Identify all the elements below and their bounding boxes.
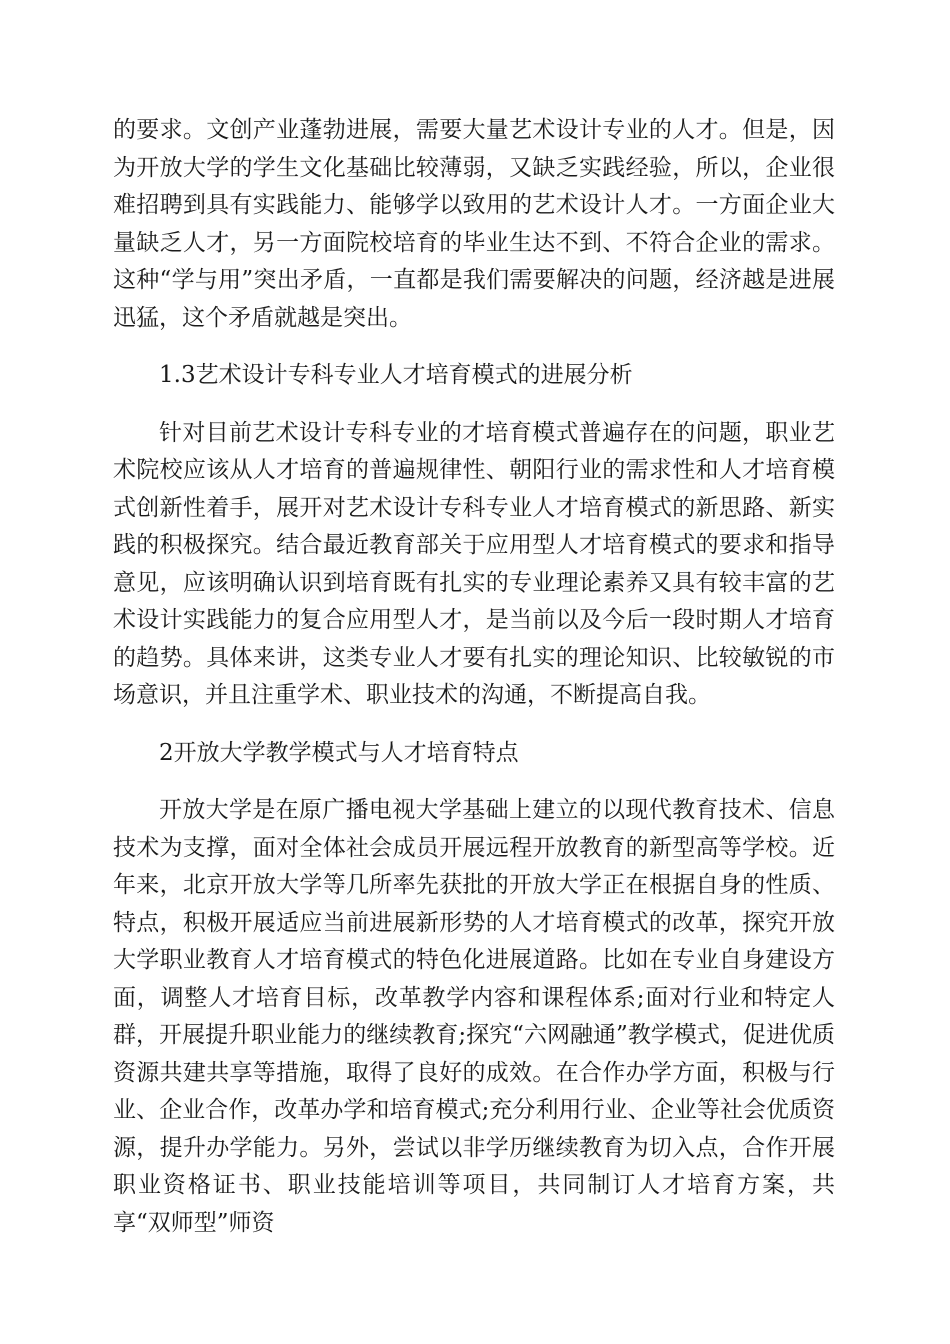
paragraph-section-1-3: 针对目前艺术设计专科专业的才培育模式普遍存在的问题，职业艺术院校应该从人才培育的普遍规律性、朝阳行业的需求性和人才培育模式创新性着手，展开对艺术设计专科专业人才培育模式的新思路、新实践的积极探究。结合最近教育部关于应用型人才培育模式的要求和指导意见，应该明确认识到培育既有扎实的专业理论素养又具有较丰富的艺术设计实践能力的复合应用型人才，是当前以及今后一段时期人才培育的趋势。具体来讲，这类专业人才要有扎实的理论知识、比较敏锐的市场意识，并且注重学术、职业技术的沟通，不断提高自我。 bbox=[113, 419, 835, 708]
section-heading-1-3: 1.3艺术设计专科专业人才培育模式的进展分析 bbox=[159, 362, 633, 388]
paragraph-continued: 的要求。文创产业蓬勃进展，需要大量艺术设计专业的人才。但是，因为开放大学的学生文化基础比较薄弱，又缺乏实践经验，所以，企业很难招聘到具有实践能力、能够学以致用的艺术设计人才。一方面企业大量缺乏人才，另一方面院校培育的毕业生达不到、不符合企业的需求。这种“学与用”突出矛盾，一直都是我们需要解决的问题，经济越是进展迅猛，这个矛盾就越是突出。 bbox=[113, 117, 835, 331]
document-body bbox=[113, 112, 835, 1242]
spacer bbox=[113, 395, 835, 415]
paragraph-section-2: 开放大学是在原广播电视大学基础上建立的以现代教育技术、信息技术为支撑，面对全体社会成员开展远程开放教育的新型高等学校。近年来，北京开放大学等几所率先获批的开放大学正在根据自身的性质、特点，积极开展适应当前进展新形势的人才培育模式的改革，探究开放大学职业教育人才培育模式的特色化进展道路。比如在专业自身建设方面，调整人才培育目标，改革教学内容和课程体系;面对行业和特定人群，开展提升职业能力的继续教育;探究“六网融通”教学模式，促进优质资源共建共享等措施，取得了良好的成效。在合作办学方面，积极与行业、企业合作，改革办学和培育模式;充分利用行业、企业等社会优质资源，提升办学能力。另外，尝试以非学历继续教育为切入点，合作开展职业资格证书、职业技能培训等项目，共同制订人才培育方案，共享“双师型”师资 bbox=[113, 797, 835, 1236]
section-heading-2: 2开放大学教学模式与人才培育特点 bbox=[159, 739, 519, 766]
spacer bbox=[113, 337, 835, 357]
spacer bbox=[113, 772, 835, 792]
spacer bbox=[113, 715, 835, 735]
